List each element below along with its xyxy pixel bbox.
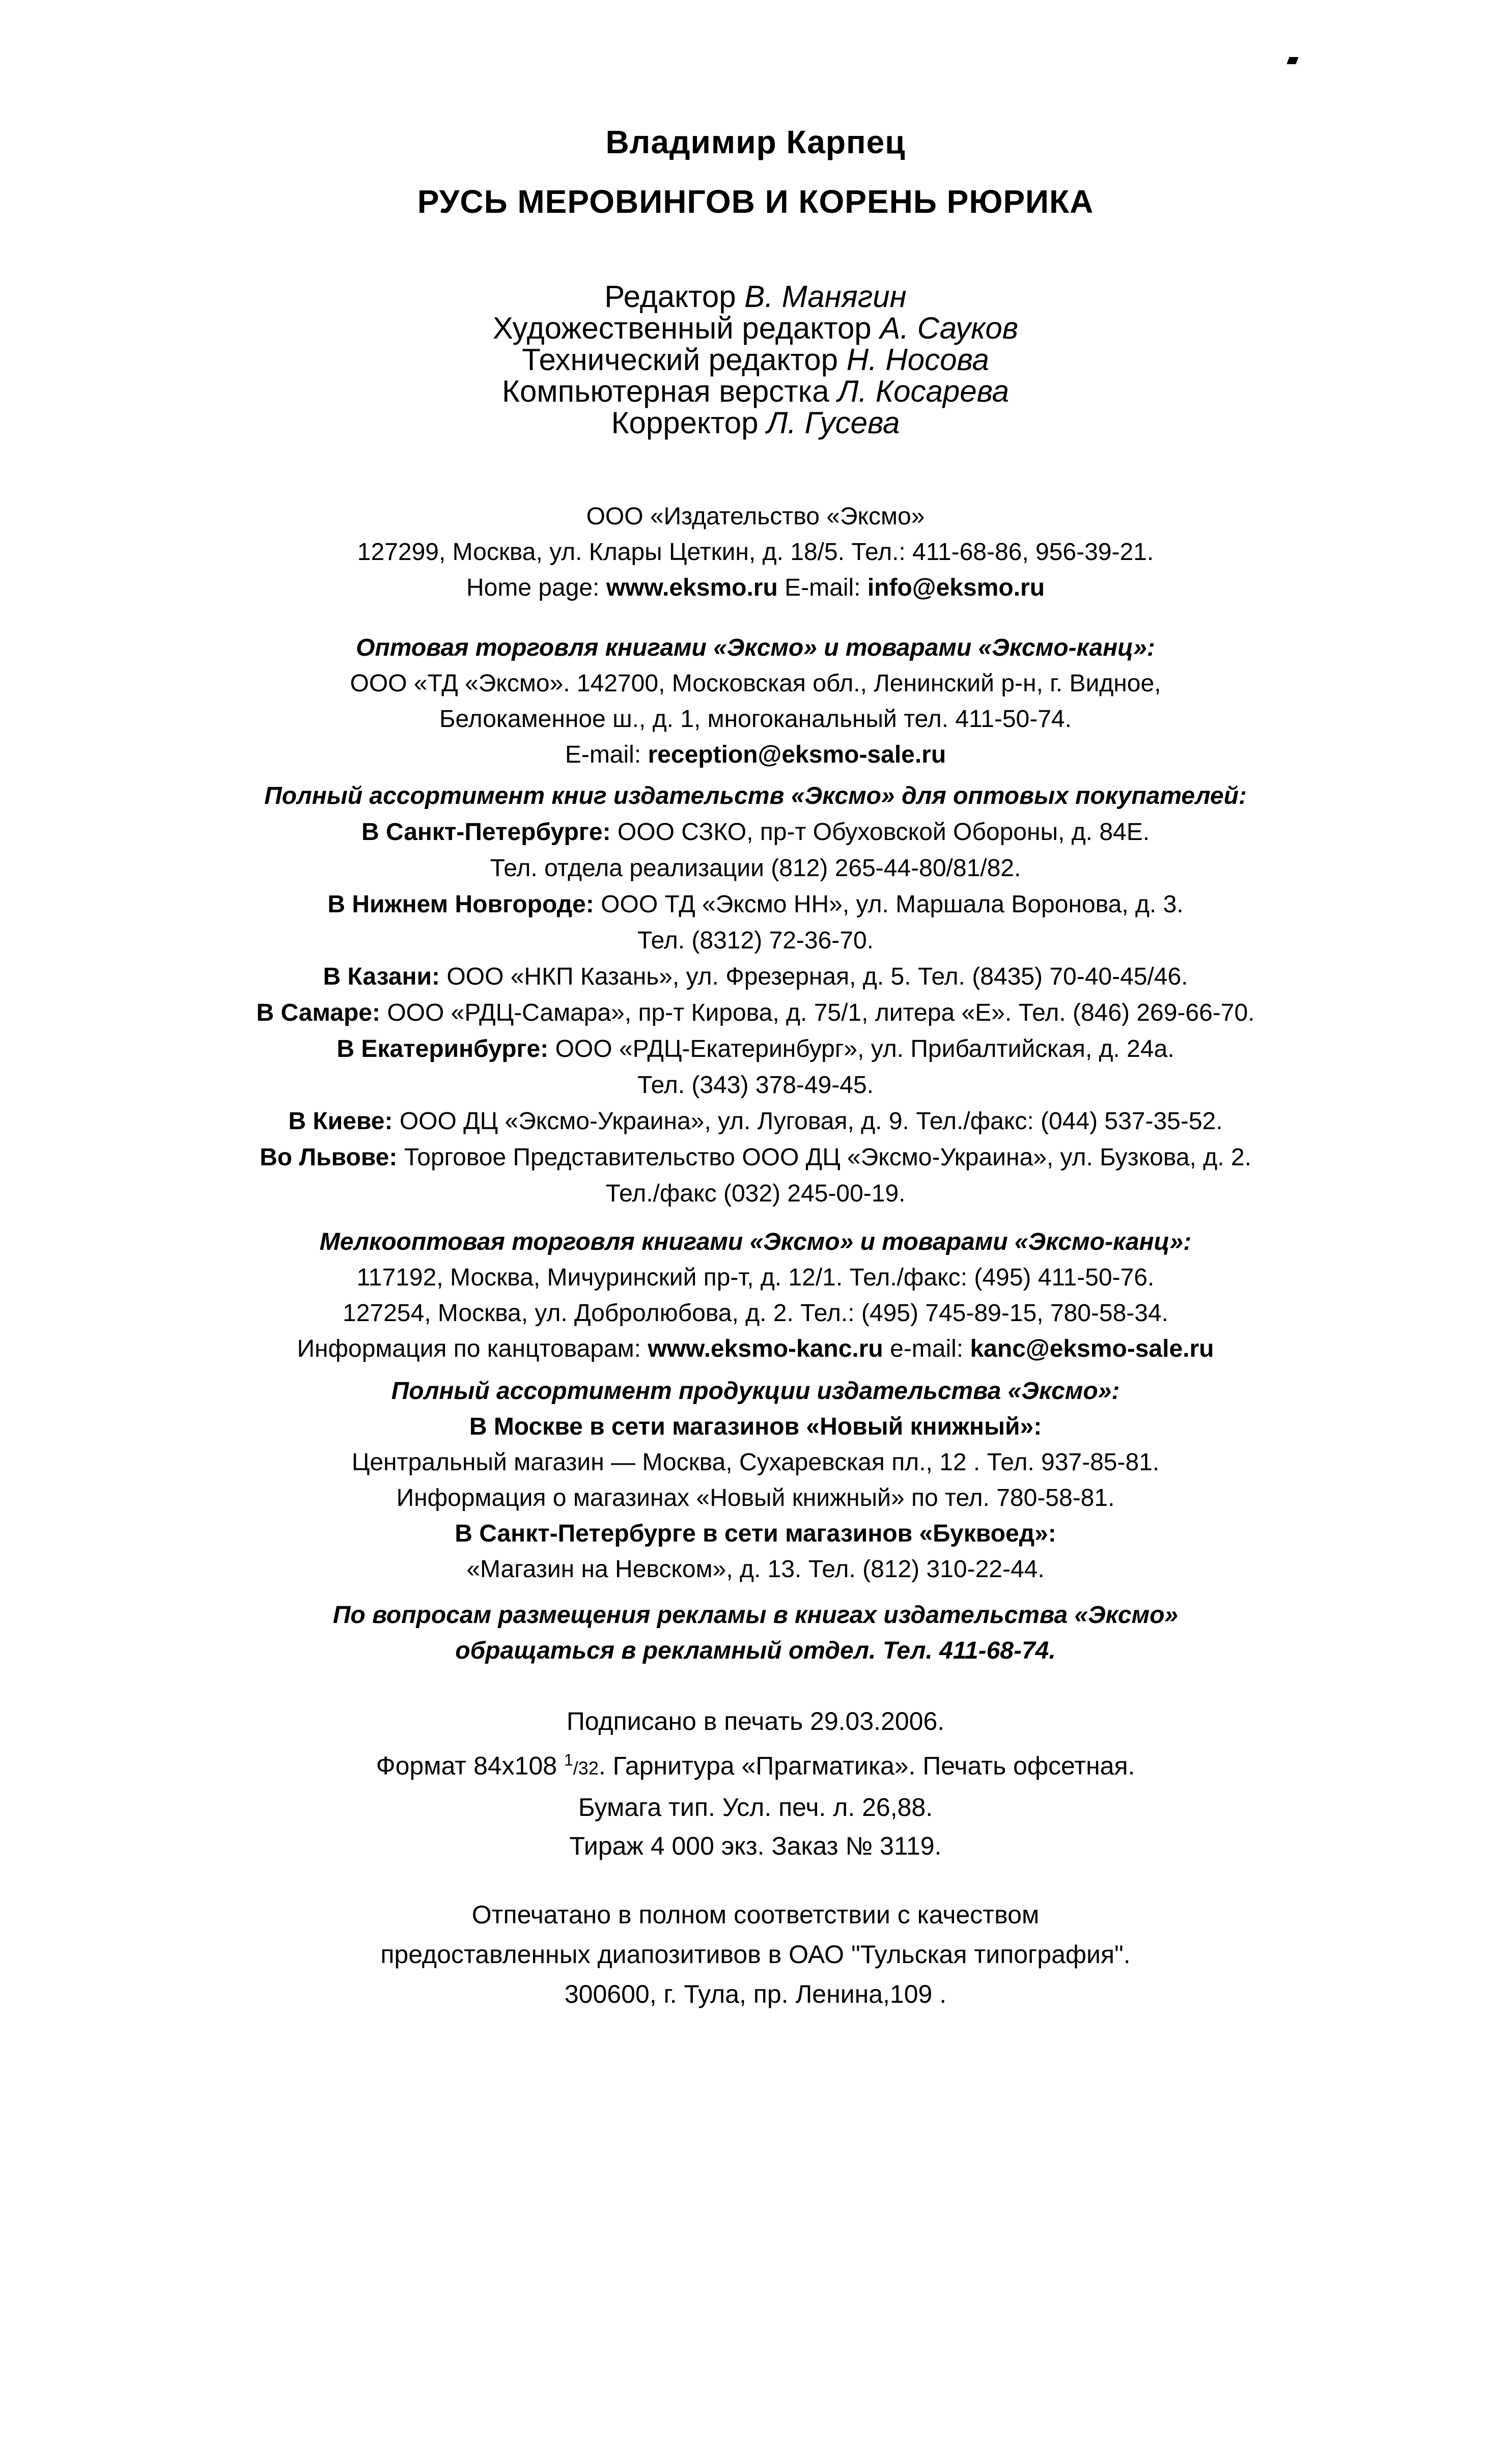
wholesale-email: E-mail: reception@eksmo-sale.ru [565,741,946,768]
publisher-web: Home page: www.eksmo.ru E-mail: info@eksmo.ru [466,574,1045,601]
small-wholesale-line-1: 117192, Москва, Мичуринский пр-т, д. 12/1. Тел./факс: (495) 411-50-76. [356,1264,1155,1291]
regional-nn-phone: Тел. (8312) 72-36-70. [637,927,874,954]
publisher-block [0,499,1511,606]
printing-block [0,1702,1511,1865]
printing-run: Тираж 4 000 экз. Заказ № 3119. [569,1831,942,1860]
regional-ekb: В Екатеринбурге: ООО «РДЦ-Екатеринбург», ул. Прибалтийская, д. 24а. [337,1035,1174,1062]
credit-tech-editor: Технический редактор Н. Носова [522,343,989,377]
credit-art-editor: Художественный редактор А. Сауков [492,311,1019,345]
small-wholesale-block [0,1224,1511,1367]
credits-block [0,281,1511,439]
publisher-address: 127299, Москва, ул. Клары Цеткин, д. 18/5. Тел.: 411-68-86, 956-39-21. [357,539,1154,566]
typography-line-3: 300600, г. Тула, пр. Ленина,109 . [564,1980,947,2008]
retail-moscow-line-1: Центральный магазин — Москва, Сухаревская пл., 12 . Тел. 937-85-81. [351,1449,1160,1476]
advert-line-1: По вопросам размещения рекламы в книгах издательства «Эксмо» [332,1602,1179,1629]
advert-block [0,1598,1511,1669]
retail-block [0,1374,1511,1587]
retail-moscow-line-2: Информация о магазинах «Новый книжный» по тел. 780-58-81. [396,1485,1115,1511]
credit-proofreader: Корректор Л. Гусева [611,406,900,440]
retail-moscow-heading: В Москве в сети магазинов «Новый книжный»: [469,1413,1042,1440]
regional-kazan: В Казани: ООО «НКП Казань», ул. Фрезерная, д. 5. Тел. (8435) 70-40-45/46. [323,963,1188,990]
printing-paper: Бумага тип. Усл. печ. л. 26,88. [578,1793,933,1822]
retail-spb-heading: В Санкт-Петербурге в сети магазинов «Буквоед»: [455,1520,1056,1547]
small-wholesale-info: Информация по канцтоварам: www.eksmo-kanc.ru e-mail: kanc@eksmo-sale.ru [297,1335,1214,1362]
typography-line-2: предоставленных диапозитивов в ОАО "Тульская типография". [380,1940,1131,1969]
retail-heading: Полный ассортимент продукции издательства «Эксмо»: [391,1378,1120,1405]
book-header [0,124,1511,160]
small-wholesale-line-2: 127254, Москва, ул. Добролюбова, д. 2. Тел.: (495) 745-89-15, 780-58-34. [343,1300,1168,1327]
advert-line-2: обращаться в рекламный отдел. Тел. 411-68-74. [455,1637,1056,1664]
typography-line-1: Отпечатано в полном соответствии с качеством [471,1900,1040,1929]
wholesale-block [0,630,1511,773]
wholesale-line-2: Белокаменное ш., д. 1, многоканальный тел. 411-50-74. [439,706,1072,733]
regional-nn: В Нижнем Новгороде: ООО ТД «Эксмо НН», ул. Маршала Воронова, д. 3. [327,891,1184,918]
printing-signed: Подписано в печать 29.03.2006. [566,1707,945,1735]
typography-block [0,1895,1511,2014]
credit-editor: Редактор В. Манягин [604,279,907,314]
wholesale-line-1: ООО «ТД «Эксмо». 142700, Московская обл., Ленинский р-н, г. Видное, [350,670,1161,697]
regional-samara: В Самаре: ООО «РДЦ-Самара», пр-т Кирова, д. 75/1, литера «Е». Тел. (846) 269-66-70. [256,999,1255,1026]
publisher-name: ООО «Издательство «Эксмо» [586,503,925,530]
book-title-block [0,183,1511,220]
wholesale-heading: Оптовая торговля книгами «Эксмо» и товарами «Эксмо-канц»: [356,634,1155,661]
regional-ekb-phone: Тел. (343) 378-49-45. [637,1072,874,1099]
retail-spb-line: «Магазин на Невском», д. 13. Тел. (812) 310-22-44. [466,1556,1045,1583]
corner-ink-mark [1286,57,1298,64]
small-wholesale-heading: Мелкооптовая торговля книгами «Эксмо» и товарами «Эксмо-канц»: [319,1228,1192,1255]
regional-heading: Полный ассортимент книг издательств «Эксмо» для оптовых покупателей: [264,782,1247,809]
regional-lviv: Во Львове: Торговое Представительство ООО ДЦ «Эксмо-Украина», ул. Бузкова, д. 2. [260,1144,1251,1171]
regional-kiev: В Киеве: ООО ДЦ «Эксмо-Украина», ул. Луговая, д. 9. Тел./факс: (044) 537-35-52. [288,1108,1223,1135]
credit-layout: Компьютерная верстка Л. Косарева [502,374,1009,408]
book-title: РУСЬ МЕРОВИНГОВ И КОРЕНЬ РЮРИКА [417,183,1094,220]
regional-spb: В Санкт-Петербурге: ООО СЗКО, пр-т Обуховской Обороны, д. 84Е. [361,819,1150,846]
regional-lviv-phone: Тел./факс (032) 245-00-19. [605,1180,906,1207]
regional-block [0,778,1511,1212]
regional-spb-phone: Тел. отдела реализации (812) 265-44-80/81/82. [490,855,1021,882]
author-name: Владимир Карпец [605,124,906,160]
printing-format: Формат 84x108 $^1$/32. Гарнитура «Прагматика». Печать офсетная. [376,1751,1135,1780]
